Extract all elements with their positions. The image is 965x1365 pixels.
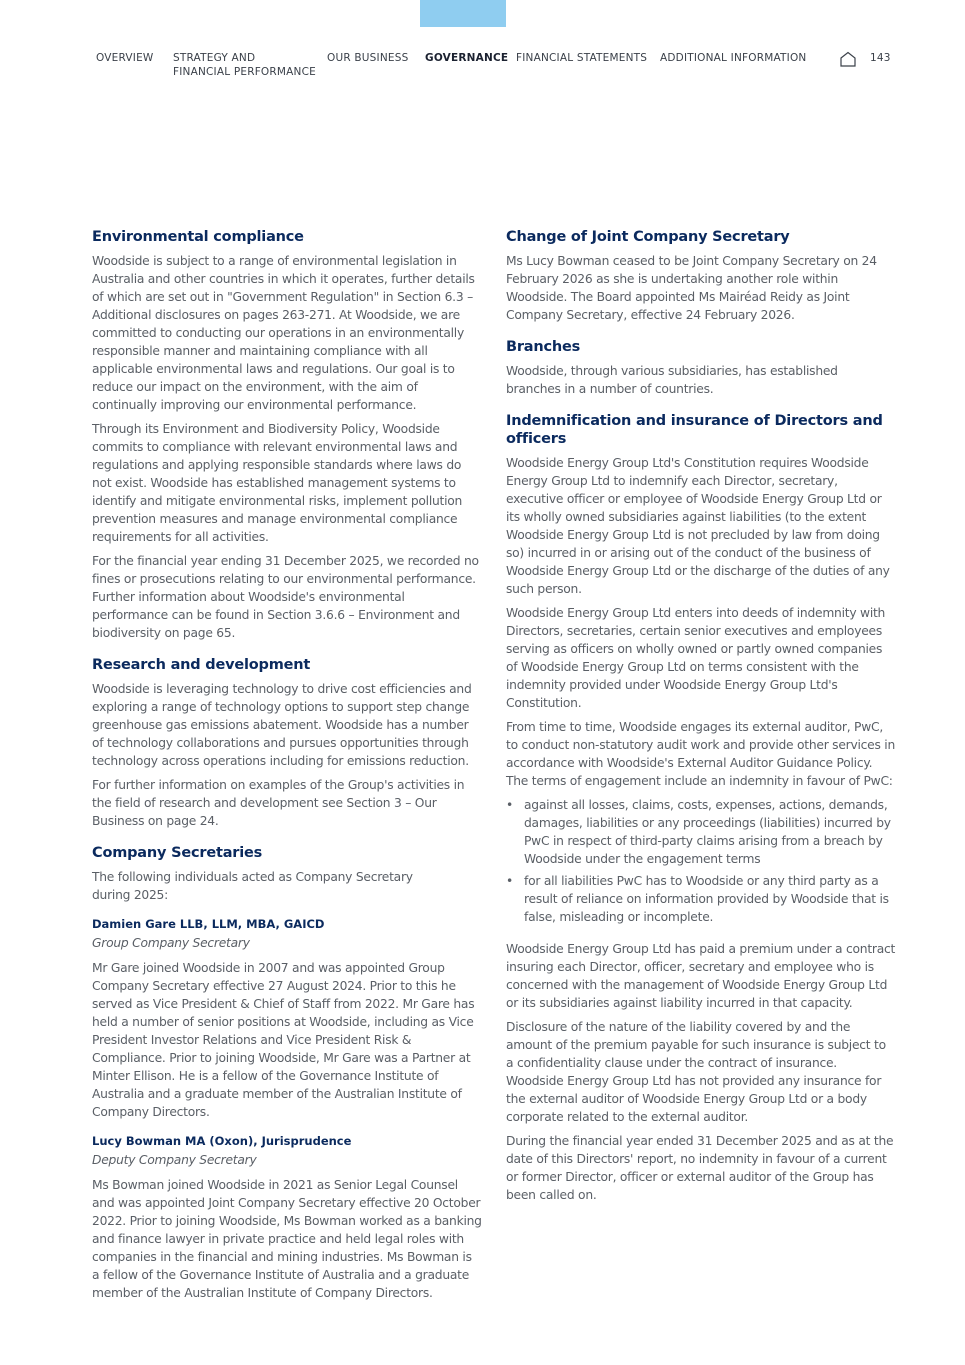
bullet-icon: • [506, 798, 514, 812]
paragraph: During the financial year ended 31 December 2025 and as at the date of this Directors' report, no indemnity in favour of a current or former Director, officer or external auditor of the Group has been called on. [506, 1134, 894, 1202]
paragraph: Woodside Energy Group Ltd enters into deeds of indemnity with Directors, secretaries, certain senior executives and employees serving as officers on wholly owned or partly owned companies of Woodside Energy Group Ltd on terms consistent with the indemnity provided under Woodside Energy Group Ltd's Constitution. [506, 606, 886, 710]
person-role: Group Company Secretary [92, 936, 250, 950]
nav-financial-statements[interactable]: FINANCIAL STATEMENTS [516, 52, 648, 64]
left-column [92, 228, 482, 1316]
paragraph: Woodside is subject to a range of environmental legislation in Australia and other countries in which it operates, further details of which are set out in "Government Regulation" in Section 6.3 – Additional disclosures on pages 263-271. At Woodside, we are committed to conducting our operations in an environmentally responsible manner and maintaining compliance with all applicable environmental laws and regulations. Our goal is to reduce our impact on the environment, with the aim of continually improving our environmental performance. [92, 254, 475, 412]
bullet-icon: • [506, 874, 514, 888]
list-item-text: for all liabilities PwC has to Woodside or any third party as a result of reliance on information provided by Woodside that is false, misleading or incomplete. [524, 874, 889, 924]
paragraph: From time to time, Woodside engages its external auditor, PwC, to conduct non-statutory audit work and provide other services in accordance with Woodside's External Auditor Guidance Policy. The terms of engagement include an indemnity in favour of PwC: [506, 720, 896, 788]
person-role: Deputy Company Secretary [92, 1153, 257, 1167]
company-secretaries-heading: Company Secretaries [92, 845, 263, 861]
paragraph: Woodside, through various subsidiaries, has established branches in a number of countries. [506, 364, 838, 396]
indemnification-heading: Indemnification and insurance of Directors and officers [506, 413, 883, 447]
person-bio: Mr Gare joined Woodside in 2007 and was appointed Group Company Secretary effective 27 August 2024. Prior to this he served as Vice President & Chief of Staff from 2022. Mr Gare has held a number of senior positions at Woodside, including as Vice President Investor Relations and Vice President Risk & Compliance. Prior to joining Woodside, Mr Gare was a Partner at Minter Ellison. He is a fellow of the Governance Institute of Australia and a graduate member of the Australian Institute of Company Directors. [92, 961, 475, 1119]
paragraph: Woodside is leveraging technology to drive cost efficiencies and exploring a range of technology options to support step change greenhouse gas emissions abatement. Woodside has a number of technology collaborations and pursues opportunities through technology across operations including for emissions reduction. [92, 682, 472, 768]
company-secretaries-section [92, 844, 482, 1302]
indemnification-section [506, 412, 896, 1204]
right-column [506, 228, 896, 1218]
change-joint-secretary-section [506, 228, 896, 324]
list-item-text: against all losses, claims, costs, expenses, actions, demands, damages, liabilities or any proceedings (liabilities) incurred by PwC in respect of third-party claims arising from a breach by Woodside under the engagement terms [524, 798, 891, 866]
paragraph: The following individuals acted as Company Secretary during 2025: [92, 870, 413, 902]
person-bio: Ms Bowman joined Woodside in 2021 as Senior Legal Counsel and was appointed Joint Company Secretary effective 20 October 2022. Prior to joining Woodside, Ms Bowman worked as a banking and finance lawyer in private practice and held legal roles with companies in the financial and mining industries. Ms Bowman is a fellow of the Governance Institute of Australia and a graduate member of the Australian Institute of Company Directors. [92, 1178, 482, 1300]
environmental-compliance-section [92, 228, 482, 642]
nav-our-business[interactable]: OUR BUSINESS [327, 52, 409, 64]
paragraph: Disclosure of the nature of the liability covered by and the amount of the premium payable for such insurance is subject to a confidentiality clause under the contract of insurance. Woodside Energy Group Ltd has not provided any insurance for the external auditor of Woodside Energy Group Ltd or a body corporate related to the external auditor. [506, 1020, 886, 1124]
paragraph: Woodside Energy Group Ltd has paid a premium under a contract insuring each Director, officer, secretary and employee who is concerned with the management of Woodside Energy Group Ltd or its subsidiaries against liability incurred in that capacity. [506, 942, 896, 1010]
nav-overview[interactable]: OVERVIEW [96, 52, 154, 64]
paragraph: Woodside Energy Group Ltd's Constitution requires Woodside Energy Group Ltd to indemnify each Director, secretary, executive officer or employee of Woodside Energy Group Ltd or its wholly owned subsidiaries against liabilities (to the extent Woodside Energy Group Ltd is not precluded by law from doing so) incurred in or arising out of the conduct of the business of Woodside Energy Group Ltd or the discharge of the duties of any such person. [506, 456, 890, 596]
top-navigation [0, 51, 965, 91]
nav-additional-information[interactable]: ADDITIONAL INFORMATION [660, 52, 807, 64]
person-name: Lucy Bowman MA (Oxon), Jurisprudence [92, 1134, 352, 1148]
section-tab-marker [420, 0, 506, 27]
research-development-section [92, 656, 482, 830]
list-item [506, 872, 896, 926]
nav-strategy-financial-performance[interactable]: STRATEGY AND FINANCIAL PERFORMANCE [173, 52, 316, 78]
paragraph: For the financial year ending 31 December 2025, we recorded no fines or prosecutions relating to our environmental performance. Further information about Woodside's environmental performance can be found in Section 3.6.6 – Environment and biodiversity on page 65. [92, 554, 479, 640]
paragraph: Ms Lucy Bowman ceased to be Joint Company Secretary on 24 February 2026 as she is undertaking another role within Woodside. The Board appointed Ms Mairéad Reidy as Joint Company Secretary, effective 24 February 2026. [506, 254, 877, 322]
paragraph: Through its Environment and Biodiversity Policy, Woodside commits to compliance with relevant environmental laws and regulations and applying responsible standards where laws do not exist. Woodside has established management systems to identify and mitigate environmental risks, implement pollution prevention measures and manage environmental compliance requirements for all activities. [92, 422, 463, 544]
branches-heading: Branches [506, 339, 581, 355]
list-item [506, 796, 896, 868]
person-name: Damien Gare LLB, LLM, MBA, GAICD [92, 917, 325, 931]
indemnity-terms-list [506, 796, 896, 926]
branches-section [506, 338, 896, 398]
page-number: 143 [870, 52, 891, 64]
home-icon[interactable] [839, 51, 857, 67]
change-joint-secretary-heading: Change of Joint Company Secretary [506, 229, 790, 245]
research-development-heading: Research and development [92, 657, 311, 673]
paragraph: For further information on examples of the Group's activities in the field of research and development see Section 3 – Our Business on page 24. [92, 778, 465, 828]
environmental-compliance-heading: Environmental compliance [92, 229, 304, 245]
nav-governance[interactable]: GOVERNANCE [425, 52, 509, 64]
